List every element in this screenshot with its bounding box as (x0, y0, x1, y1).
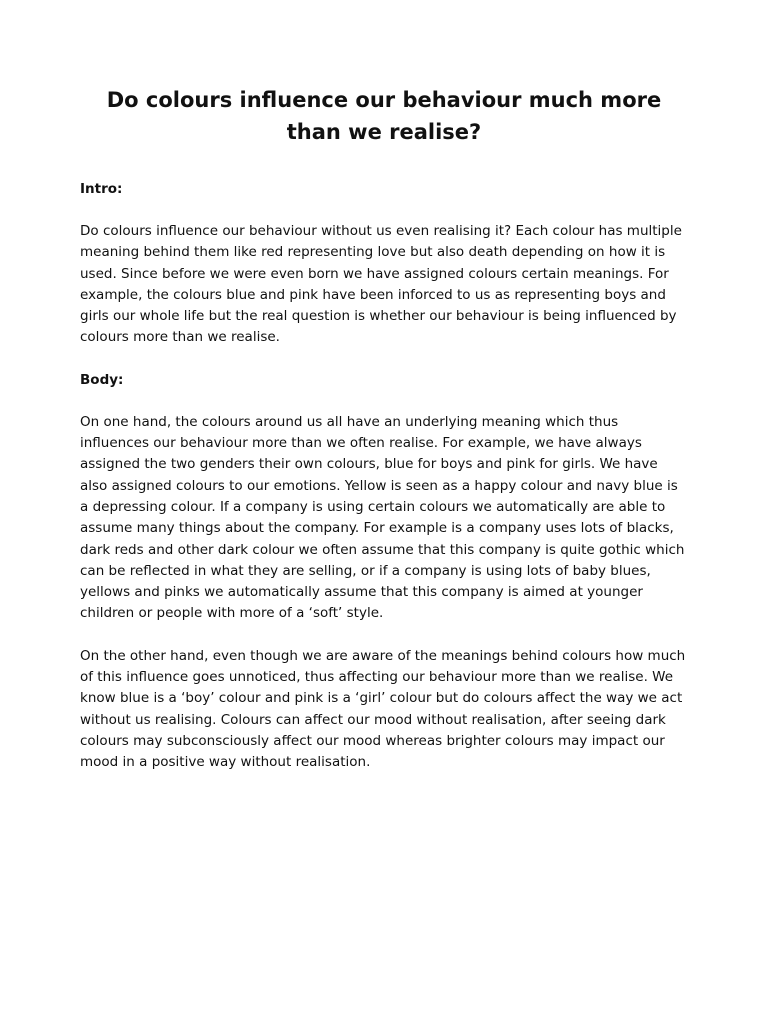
body-paragraph-1: On one hand, the colours around us all have an underlying meaning which thus influences our behaviour more than we often realise. For example, we have always assigned the two genders their own colours, blue for boys and pink for girls. We have also assigned colours to our emotions. Yellow is seen as a happy colour and navy blue is a depressing colour. If a company is using certain colours we automatically are able to assume many things about the company. For example is a company uses lots of blacks, dark reds and other dark colour we often assume that this company is quite gothic which can be reflected in what they are selling, or if a company is using lots of baby blues, yellows and pinks we automatically assume that this company is aimed at younger children or people with more of a ‘soft’ style. (80, 413, 685, 622)
intro-paragraph: Do colours influence our behaviour without us even realising it? Each colour has multiple meaning behind them like red representing love but also death depending on how it is used. Since before we were even born we have assigned colours certain meanings. For example, the colours blue and pink have been inforced to us as representing boys and girls our whole life but the real question is whether our behaviour is being influenced by colours more than we realise. (80, 223, 682, 346)
body-paragraph-2: On the other hand, even though we are aware of the meanings behind colours how much of this influence goes unnoticed, thus affecting our behaviour more than we realise. We know blue is a ‘boy’ colour and pink is a ‘girl’ colour but do colours affect the way we act without us realising. Colours can affect our mood without realisation, after seeing dark colours may subconsciously affect our mood whereas brighter colours may impact our mood in a positive way without realisation. (80, 647, 686, 771)
intro-heading: Intro: (80, 181, 123, 197)
document-title: Do colours influence our behaviour much more than we realise? (106, 88, 662, 144)
body-heading: Body: (80, 371, 124, 388)
